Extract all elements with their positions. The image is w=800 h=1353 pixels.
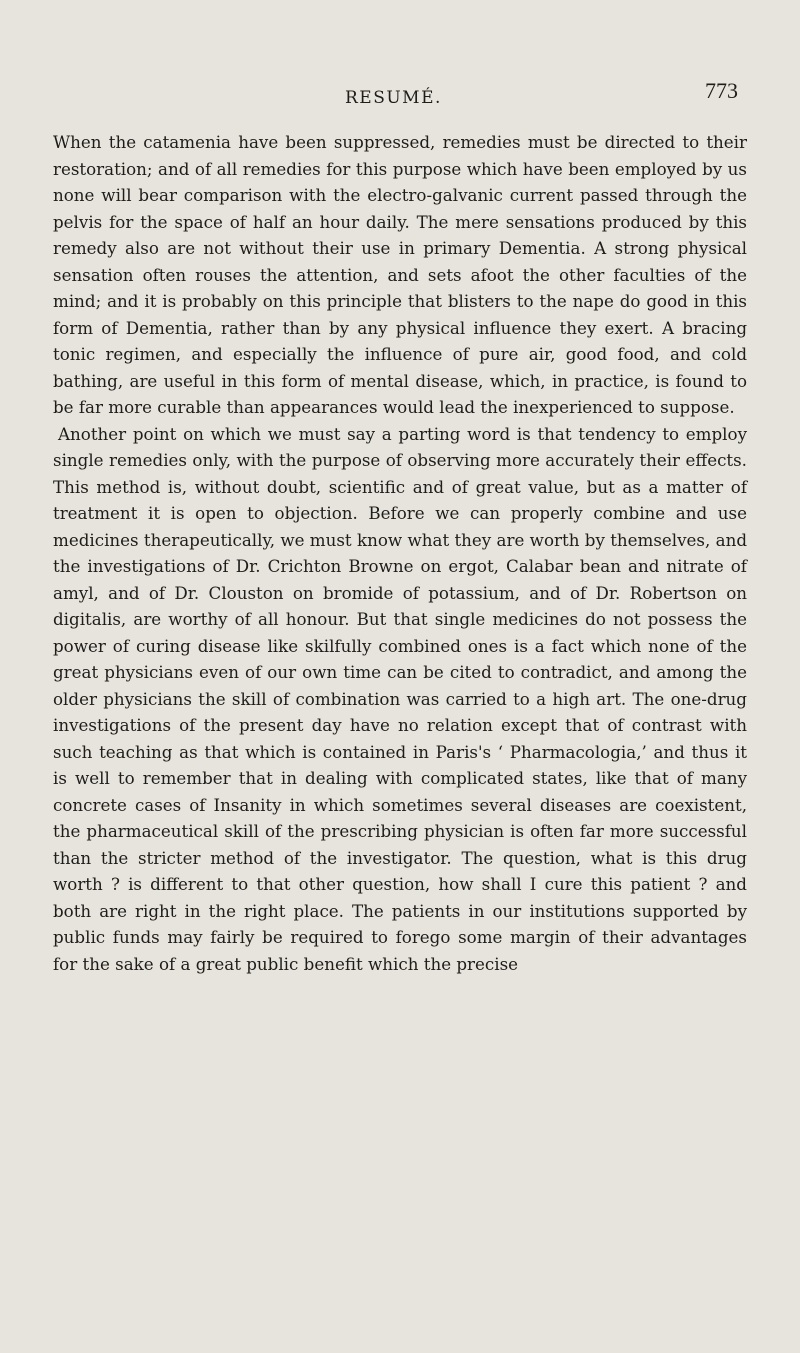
running-title: RESUMÉ. [345, 88, 442, 108]
page-number: 773 [705, 78, 738, 103]
body-text [53, 129, 747, 977]
paragraph: When the catamenia have been suppressed, remedies must be directed to their restoration; and of all remedies for this purpose which have been employed by us none will bear comparison with the electro-galvanic current passed through the pelvis for the space of half an hour daily. The mere sensations produced by this remedy also are not without their use in primary Dementia. A strong physical sensation often rouses the attention, and sets afoot the other faculties of the mind; and it is probably on this principle that blisters to the nape do good in this form of Dementia, rather than by any physical influence they exert. A bracing tonic regimen, and especially the influence of pure air, good food, and cold bathing, are useful in this form of mental disease, which, in practice, is found to be far more curable than appearances would lead the inexperienced to suppose. [53, 132, 747, 417]
running-head [0, 78, 800, 112]
paragraph: Another point on which we must say a parting word is that tendency to employ single remedies only, with the purpose of observing more accurately their effects. This method is, without doubt, scientific and of great value, but as a matter of treatment it is open to objection. Before we can properly combine and use medicines therapeutically, we must know what they are worth by themselves, and the investigations of Dr. Crichton Browne on ergot, Calabar bean and nitrate of amyl, and of Dr. Clouston on bromide of potassium, and of Dr. Robertson on digitalis, are worthy of all honour. But that single medicines do not possess the power of curing disease like skilfully combined ones is a fact which none of the great physicians even of our own time can be cited to contradict, and among the older physicians the skill of combination was carried to a high art. The one-drug investigations of the present day have no relation except that of contrast with such teaching as that which is contained in Paris's ‘ Pharmacologia,’ and thus it is well to remember that in dealing with complicated states, like that of many concrete cases of Insanity in which sometimes several diseases are coexistent, the pharmaceutical skill of the prescribing physician is often far more successful than the stricter method of the investigator. The question, what is this drug worth ? is different to that other question, how shall I cure this patient ? and both are right in the right place. The patients in our institutions supported by public funds may fairly be required to forego some margin of their advantages for the sake of a great public benefit which the precise [53, 423, 747, 974]
